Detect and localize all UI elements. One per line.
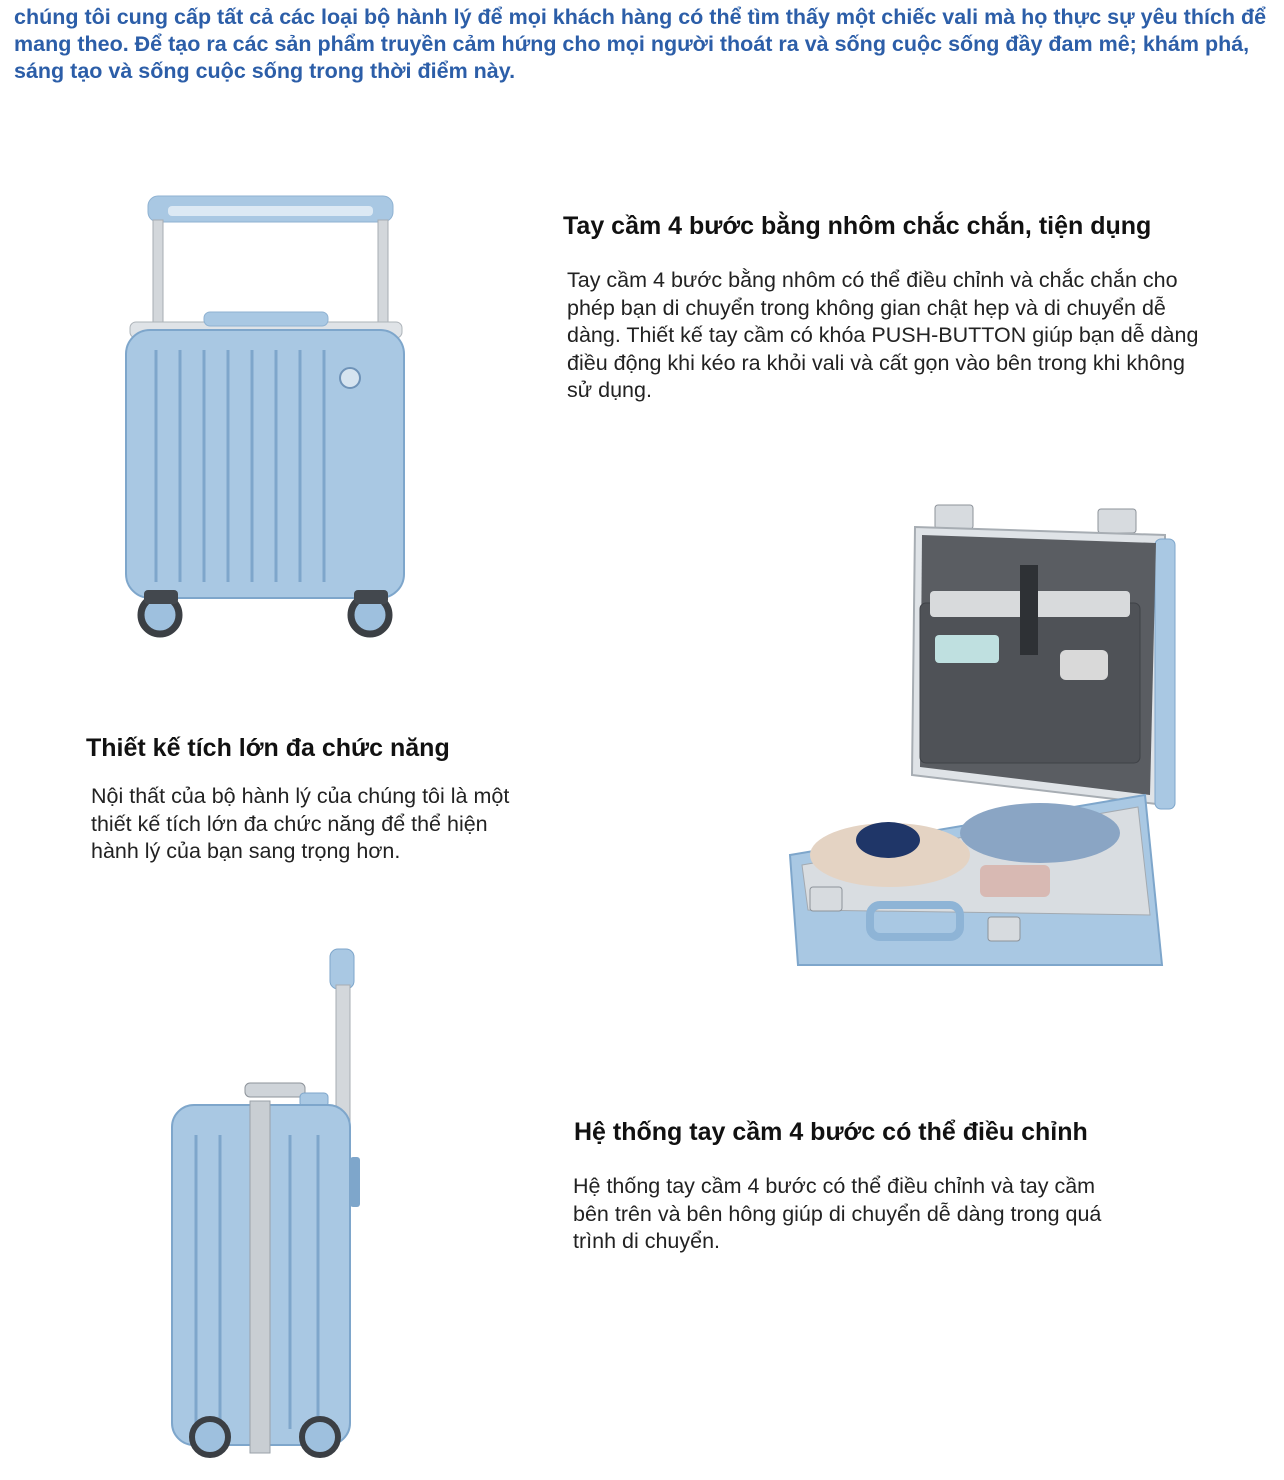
- suitcase-open-image: [770, 495, 1190, 1025]
- feature-title-handle: Tay cầm 4 bước bằng nhôm chắc chắn, tiện dụng: [563, 212, 1152, 240]
- suitcase-front-image: [108, 190, 528, 660]
- feature-title-interior: Thiết kế tích lớn đa chức năng: [86, 734, 450, 762]
- suitcase-side-image: [150, 945, 400, 1470]
- intro-paragraph: chúng tôi cung cấp tất cả các loại bộ hành lý để mọi khách hàng có thể tìm thấy một chiếc vali mà họ thực sự yêu thích để mang theo. Để tạo ra các sản phẩm truyền cảm hứng cho mọi người thoát ra và sống cuộc sống đầy đam mê; khám phá, sáng tạo và sống cuộc sống trong thời điểm này.: [14, 5, 1267, 83]
- feature-desc-handle-system: Hệ thống tay cầm 4 bước có thể điều chỉnh và tay cầm bên trên và bên hông giúp di chuyển dễ dàng trong quá trình di chuyển.: [573, 1174, 1102, 1253]
- feature-title-handle-system: Hệ thống tay cầm 4 bước có thể điều chỉnh: [574, 1118, 1088, 1146]
- feature-desc-handle: Tay cầm 4 bước bằng nhôm có thể điều chỉnh và chắc chắn cho phép bạn di chuyển trong không gian chật hẹp và di chuyển dễ dàng. Thiết kế tay cầm có khóa PUSH-BUTTON giúp bạn dễ dàng điều động khi kéo ra khỏi vali và cất gọn vào bên trong khi không sử dụng.: [567, 268, 1199, 402]
- feature-desc-interior: Nội thất của bộ hành lý của chúng tôi là một thiết kế tích lớn đa chức năng để thể hiện hành lý của bạn sang trọng hơn.: [91, 784, 510, 863]
